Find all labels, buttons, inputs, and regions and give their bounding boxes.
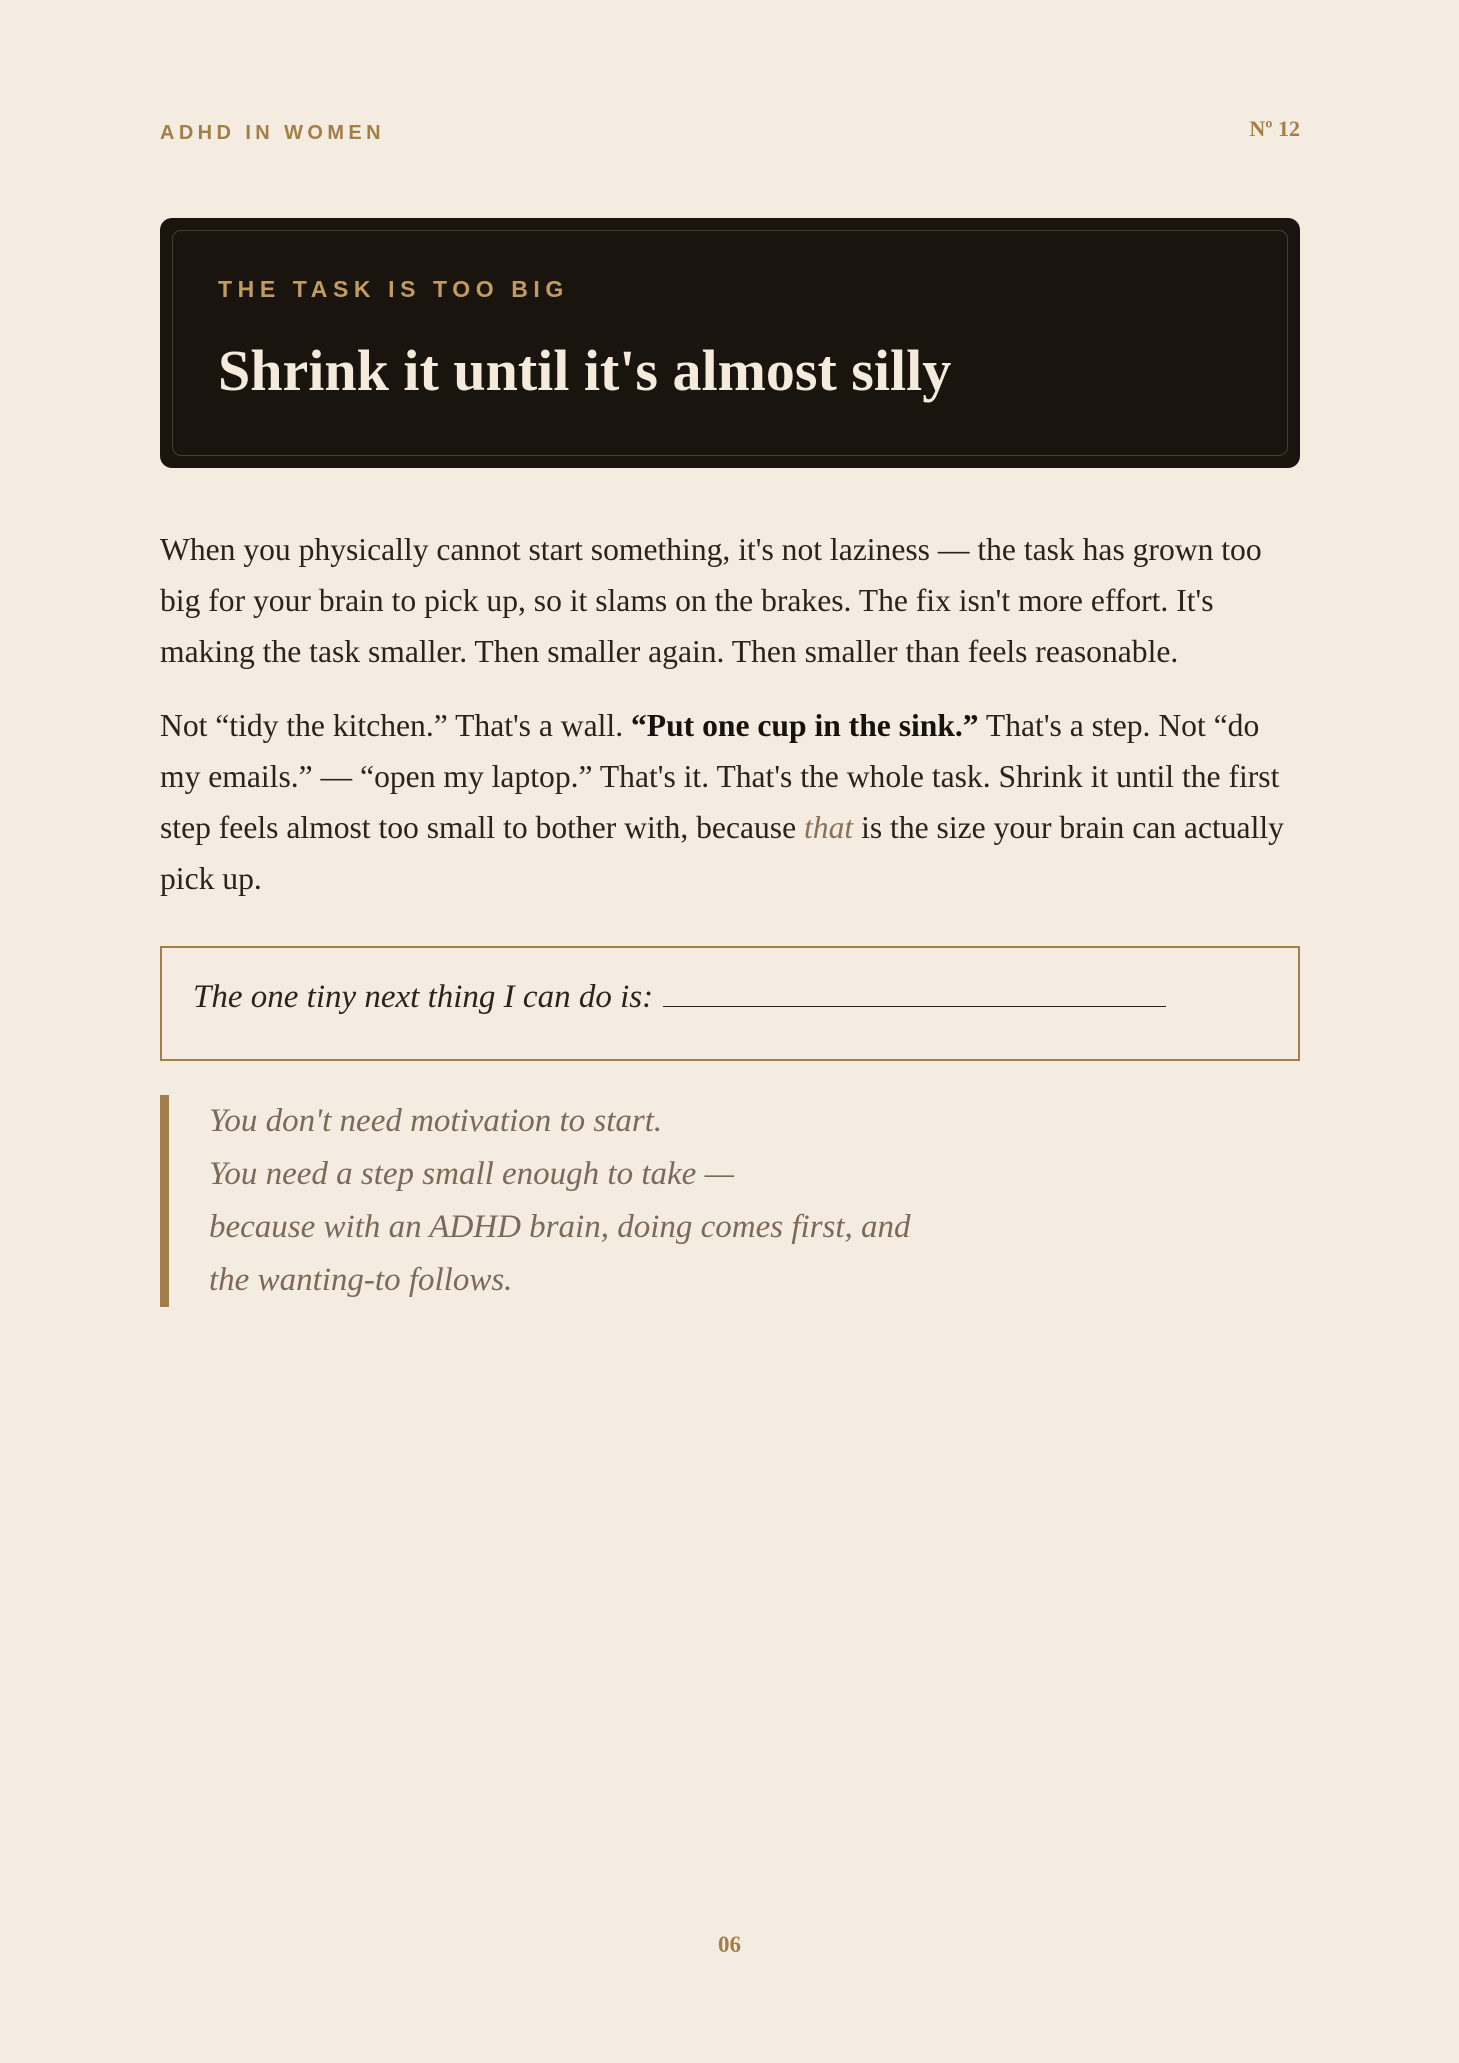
fill-in-blank-line[interactable] <box>663 978 1166 1007</box>
page-number: 06 <box>718 1932 741 1957</box>
pull-quote <box>160 1095 1160 1307</box>
paragraph-2-bold: “Put one cup in the sink.” <box>631 708 979 743</box>
paragraph-2-part-3: is the size your brain can actually pick up. <box>160 810 1284 896</box>
quote-line-2: You need a step small enough to take — <box>209 1156 734 1192</box>
paragraph-2-italic: that <box>804 810 854 845</box>
paragraph-2-part-1: Not “tidy the kitchen.” That's a wall. <box>160 708 631 743</box>
paragraph-1: When you physically cannot start something, it's not laziness — the task has grown too big for your brain to pick up, so it slams on the brakes. The fix isn't more effort. It's making the task smaller. Then smaller again. Then smaller than feels reasonable. <box>160 532 1262 669</box>
fill-in-prompt-label: The one tiny next thing I can do is: <box>193 979 654 1015</box>
quote-line-4: the wanting-to follows. <box>209 1262 513 1298</box>
quote-line-3: because with an ADHD brain, doing comes first, and <box>209 1209 911 1245</box>
series-title: ADHD IN WOMEN <box>160 122 385 144</box>
paragraph-2 <box>160 700 1302 904</box>
title-card <box>160 218 1300 468</box>
fill-in-prompt-box <box>160 946 1300 1061</box>
card-headline: Shrink it until it's almost silly <box>218 338 952 403</box>
quote-line-1: You don't need motivation to start. <box>209 1103 663 1139</box>
paragraph-2-part-2: That's a step. Not “do my emails.” — “open my laptop.” That's it. That's the whole task. Shrink it until the first step feels almost too small to bother with, because <box>160 708 1280 845</box>
card-eyebrow: THE TASK IS TOO BIG <box>218 276 569 302</box>
issue-number: Nº 12 <box>1249 116 1300 141</box>
body-text <box>160 524 1302 927</box>
